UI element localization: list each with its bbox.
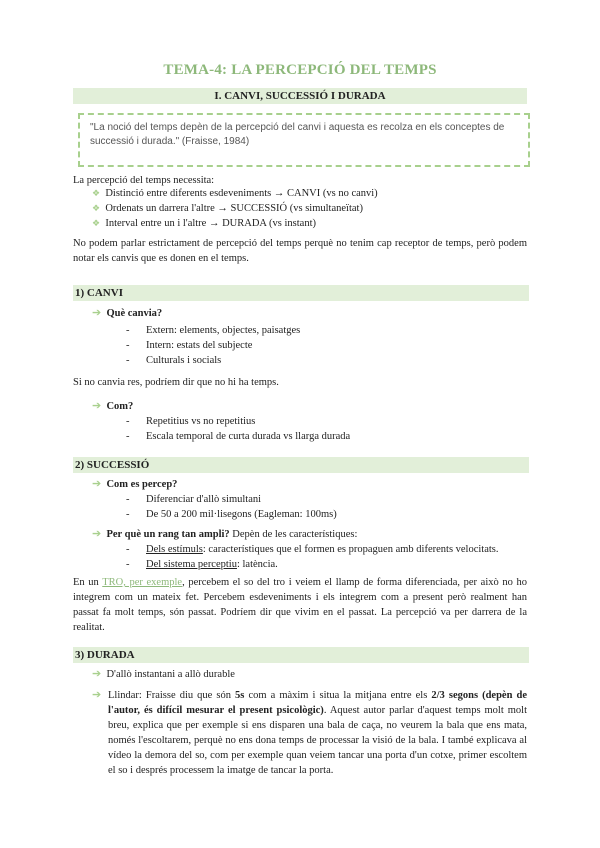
canvi-question-2 (92, 399, 133, 414)
item-text: Culturals i socials (146, 355, 222, 366)
diamond-bullet-icon: ❖ (92, 218, 101, 228)
section-heading: I. CANVI, SUCCESSIÓ I DURADA (73, 88, 527, 104)
item-text: Diferenciar d'allò simultani (146, 494, 262, 505)
successio-question-1 (92, 477, 177, 492)
item-text: De 50 a 200 mil·lisegons (Eagleman: 100ms) (146, 509, 337, 520)
para-text: , percebem el so del tro i veiem el llamp de forma diferenciada, per això no ho integrem com un mateix fet. Percebem esdeveniments i els integrem com a present però realment han passat fa molt temps, són passat. Podríem dir que vivim en el passat. La percepció va per darrera de la realitat. (73, 577, 527, 633)
arrow-right-icon: ➔ (92, 307, 102, 319)
item-text: com a màxim i situa la mitjana entre els (244, 690, 432, 701)
canvi-q1-item-1: - Extern: elements, objectes, paisatges (126, 325, 301, 336)
item-text: Escala temporal de curta durada vs llarga durada (146, 431, 351, 442)
item-label: Dels estímuls (146, 544, 203, 555)
diamond-bullet-icon: ❖ (92, 188, 101, 198)
diamond-bullet-icon: ❖ (92, 203, 101, 213)
heading-canvi: 1) CANVI (73, 285, 529, 301)
question-text: Com? (106, 401, 134, 412)
item-text: D'allò instantani a allò durable (106, 669, 235, 680)
item-text: Llindar: Fraisse diu que són (108, 690, 236, 701)
item-text: Intern: estats del subjecte (146, 340, 253, 351)
intro-item-text: Interval entre un i l'altre → DURADA (vs instant) (105, 218, 317, 229)
item-text: : latència. (236, 559, 278, 570)
item-text: . Aquest autor parlar d'aquest temps molt molt breu, explica que per exemple si ens disparen una bala de caça, no veurem la bala que ens mata, només l'escoltarem, perquè no ens dona temps de processar la visió de la bala. I també explicava al vídeo la demora del so, com per exemple quan veiem tancar una porta d'un cotxe, primer escoltem el so i després processem la imatge de tancar la porta. (108, 705, 527, 776)
canvi-question-1 (92, 306, 162, 321)
arrow-right-icon: ➔ (92, 478, 102, 490)
tro-link[interactable]: TRO, per exemple (102, 577, 183, 588)
intro-item-1 (92, 186, 378, 201)
page-title: TEMA-4: LA PERCEPCIÓ DEL TEMPS (163, 62, 437, 78)
successio-question-2 (92, 527, 357, 542)
intro-item-text: Distinció entre diferents esdeveniments → CANVI (vs no canvi) (105, 188, 378, 199)
item-bold: 5s (235, 690, 245, 701)
heading-successio: 2) SUCCESSIÓ (73, 457, 529, 473)
intro-paragraph: No podem parlar estrictament de percepció del temps perquè no tenim cap receptor de temps, però podem notar els canvis que es donen en el temps. (73, 238, 527, 264)
canvi-q1-item-3: - Culturals i socials (126, 355, 222, 366)
item-bold: 2/3 segons (depèn de l'autor, és difícil mesurar el present psicològic) (108, 690, 527, 716)
successio-q2-item-2: - Del sistema perceptiu: latència. (126, 559, 278, 570)
intro-item-2 (92, 201, 363, 216)
intro-lead: La percepció del temps necessita: (73, 175, 215, 186)
heading-durada: 3) DURADA (73, 647, 529, 663)
question-rest: Depèn de les característiques: (232, 529, 358, 540)
successio-q1-item-1: - Diferenciar d'allò simultani (126, 494, 262, 505)
question-text: Per què un rang tan ampli? (106, 529, 230, 540)
successio-q2-item-1: - Dels estímuls: característiques que el formen es propaguen amb diferents velocitats. (126, 544, 499, 555)
item-label: Del sistema perceptiu (146, 559, 237, 570)
intro-item-3 (92, 216, 316, 231)
canvi-note: Si no canvia res, podríem dir que no hi ha temps. (73, 377, 279, 388)
arrow-right-icon: ➔ (92, 400, 102, 412)
canvi-q2-item-1: - Repetitius vs no repetitius (126, 416, 256, 427)
item-text: : característiques que el formen es propaguen amb diferents velocitats. (202, 544, 499, 555)
successio-paragraph (73, 575, 527, 635)
item-text: Extern: elements, objectes, paisatges (146, 325, 301, 336)
durada-item-1 (92, 667, 235, 682)
quote-box: "La noció del temps depèn de la percepció del canvi i aquesta es recolza en els conceptes de successió i durada." (Fraisse, 1984) (78, 113, 530, 167)
question-text: Com es percep? (106, 479, 178, 490)
arrow-right-icon: ➔ (92, 528, 102, 540)
canvi-q2-item-2: - Escala temporal de curta durada vs llarga durada (126, 431, 351, 442)
arrow-right-icon-2: ➔ (92, 689, 102, 701)
successio-q1-item-2: - De 50 a 200 mil·lisegons (Eagleman: 100ms) (126, 509, 337, 520)
intro-item-text: Ordenats un darrera l'altre → SUCCESSIÓ (vs simultaneïtat) (105, 203, 363, 214)
durada-item-2 (108, 688, 527, 778)
question-text: Què canvia? (106, 308, 163, 319)
item-text: Repetitius vs no repetitius (146, 416, 256, 427)
canvi-q1-item-2: - Intern: estats del subjecte (126, 340, 253, 351)
para-text: En un (73, 577, 103, 588)
arrow-right-icon: ➔ (92, 668, 102, 680)
